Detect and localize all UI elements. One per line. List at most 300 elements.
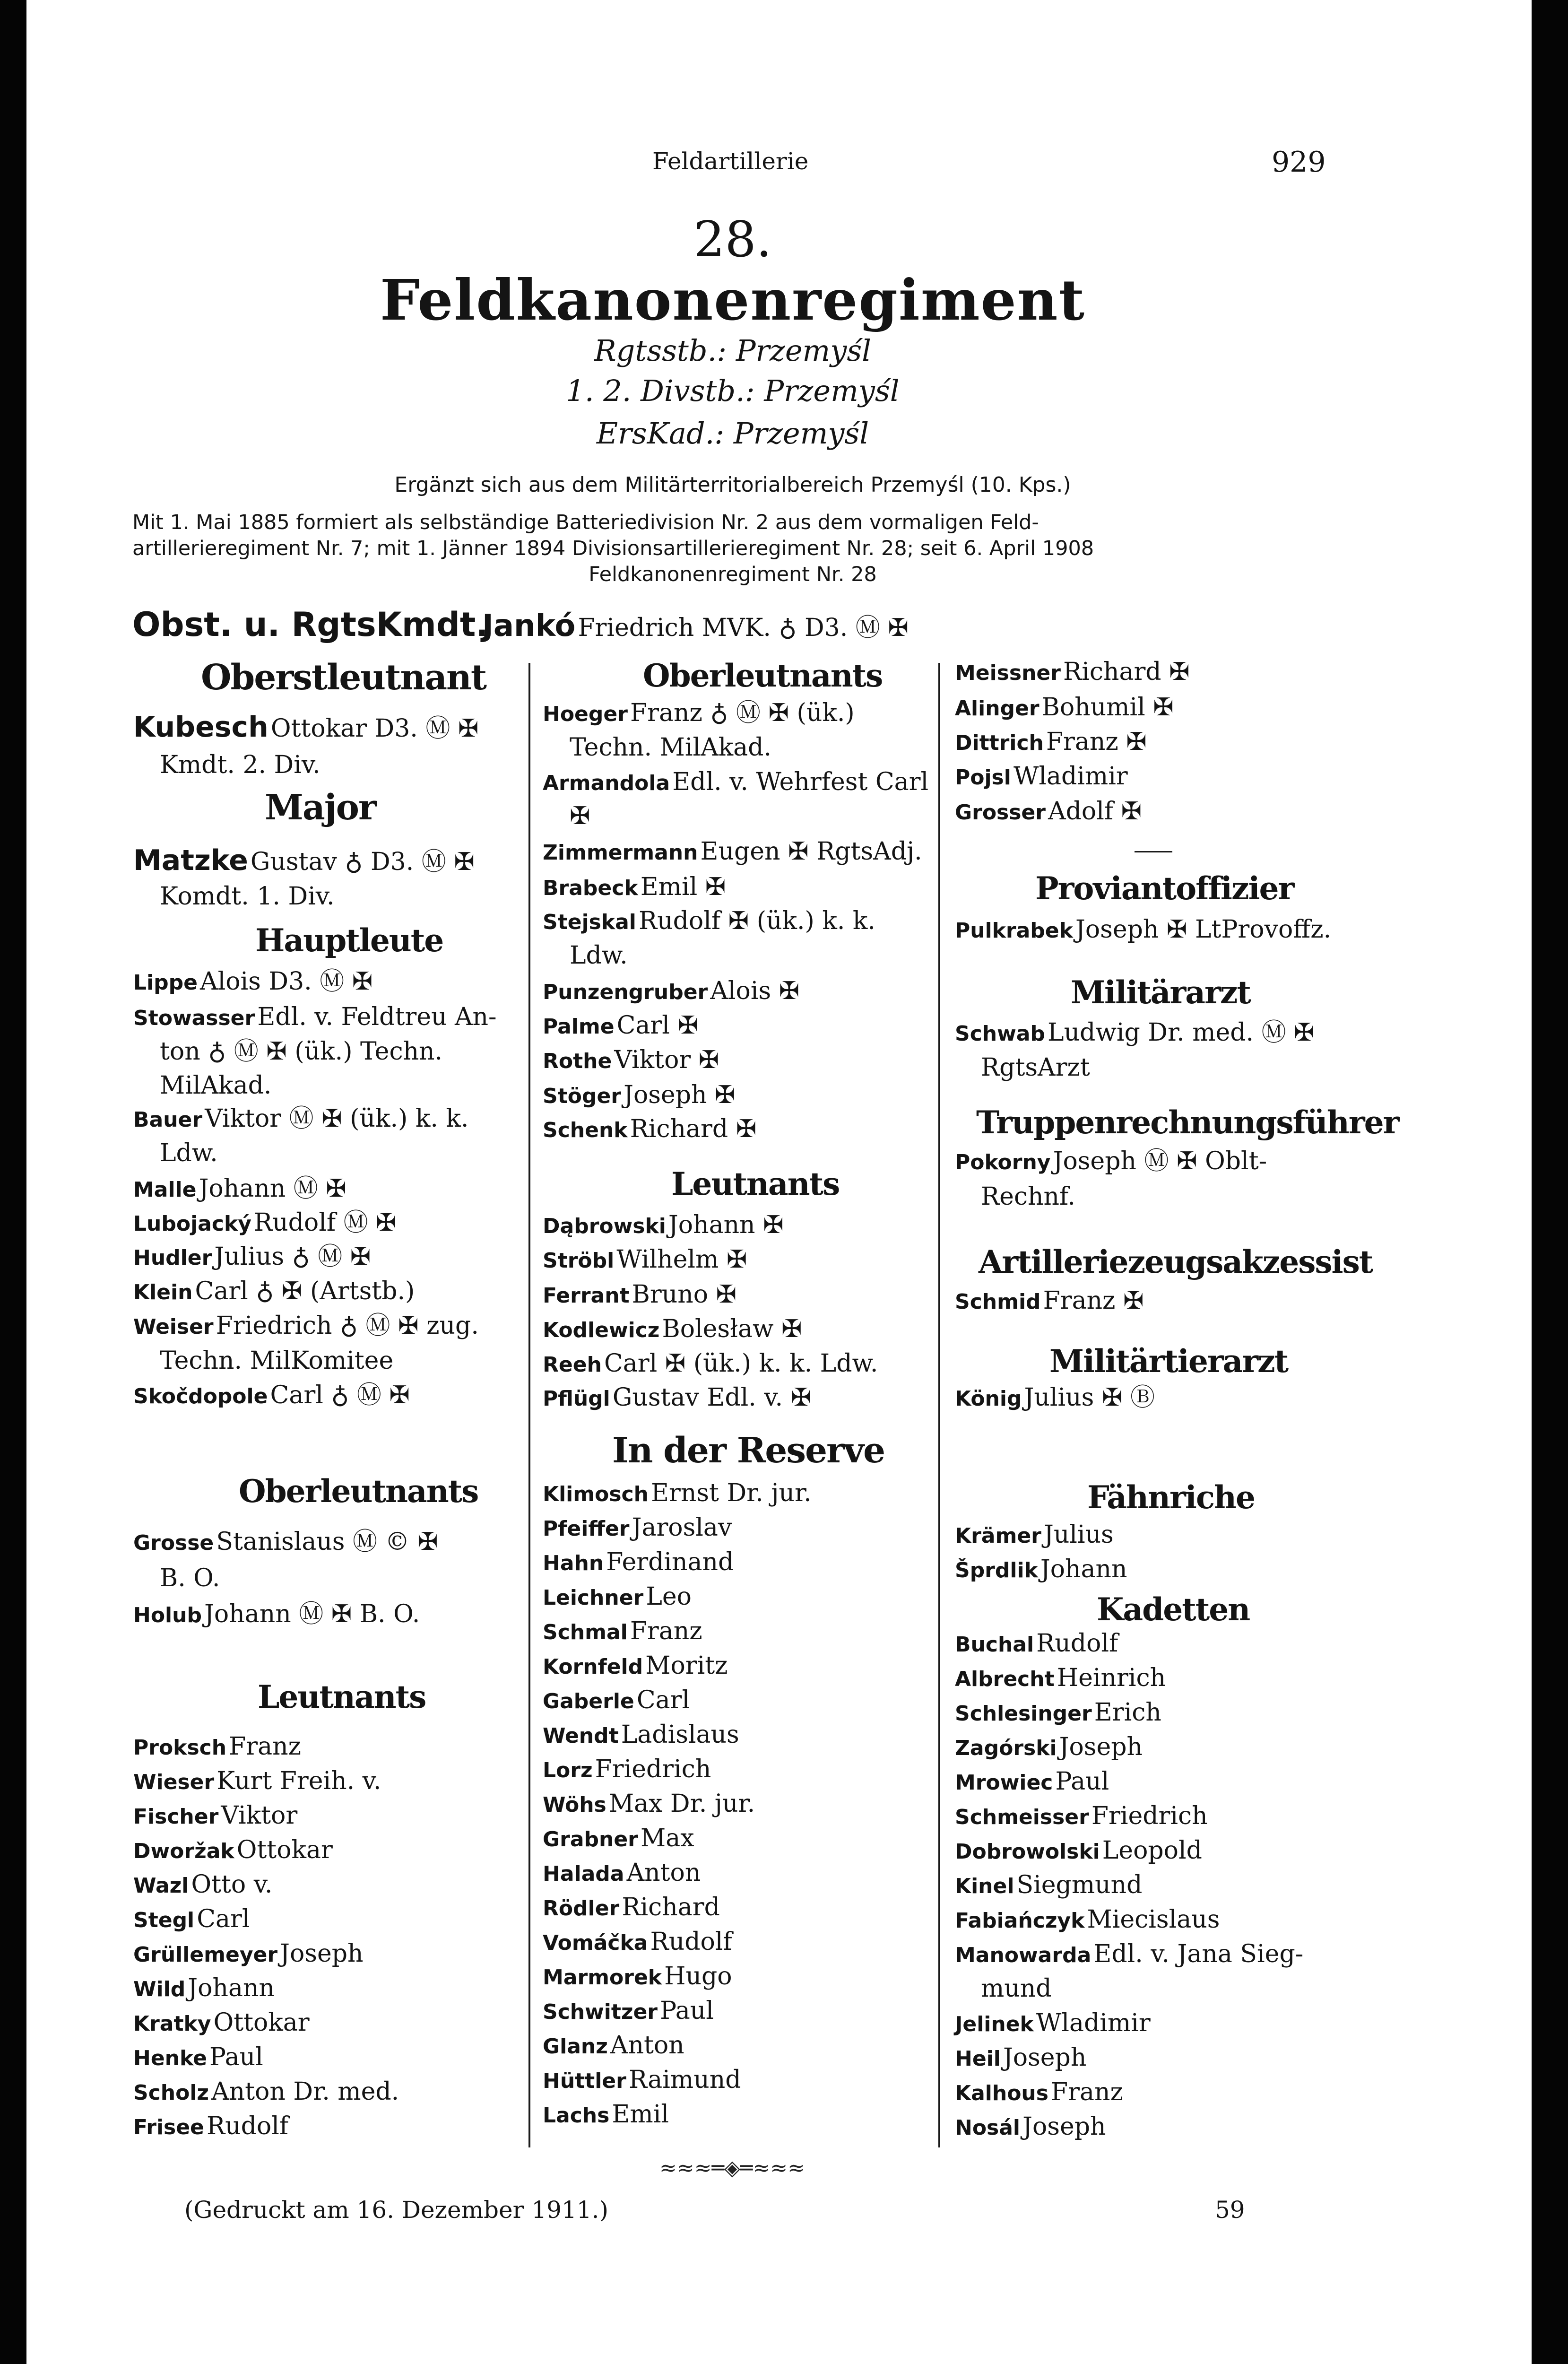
entry-name: Ströbl [543, 1249, 615, 1273]
entry-details: Heinrich [1057, 1664, 1166, 1692]
lt-11 [133, 2079, 399, 2104]
entry-name: Kornfeld [543, 1655, 643, 1679]
entry-stowasser-cont2: MilAkad. [160, 1071, 272, 1100]
entry-name: Hüttler [543, 2069, 626, 2093]
entry-sprdlik [955, 1557, 1127, 1582]
entry-name: Schlesinger [955, 1702, 1092, 1726]
entry-name: Gaberle [543, 1689, 634, 1713]
entry-hudler [133, 1244, 371, 1269]
entry-name: Kodlewicz [543, 1318, 660, 1342]
entry-lubojacky [133, 1210, 397, 1235]
entry-details: Bruno ✠ [632, 1280, 737, 1309]
entry-details: Max Dr. jur. [608, 1790, 755, 1818]
entry-details: Stanislaus Ⓜ © ✠ [216, 1528, 438, 1556]
res-19 [543, 2102, 669, 2127]
heading-militaertierarzt: Militärtierarzt [1049, 1343, 1288, 1380]
entry-name: Reeh [543, 1353, 602, 1377]
entry-details: Alois ✠ [710, 977, 800, 1005]
entry-details: Joseph Ⓜ ✠ Oblt- [1053, 1147, 1267, 1175]
entry-name: Kinel [955, 1874, 1014, 1898]
entry-name: Scholz [133, 2081, 209, 2105]
lt-8 [133, 1976, 275, 2000]
entry-details: Richard ✠ [1063, 658, 1190, 686]
res-5 [543, 1619, 702, 1643]
history-line-2: artillerieregiment Nr. 7; mit 1. Jänner 1894 Divisionsartillerieregiment Nr. 28; seit 6. April 1908 [132, 537, 1094, 560]
entry-details: Julius [1043, 1521, 1114, 1549]
entry-name: Proksch [133, 1736, 227, 1760]
entry-name: Grüllemeyer [133, 1943, 278, 1967]
heading-reserve: In der Reserve [612, 1430, 885, 1471]
entry-name: Stöger [543, 1084, 621, 1108]
entry-pojsl [955, 764, 1128, 789]
res-3 [543, 1550, 734, 1574]
entry-details: Joseph ✠ [624, 1081, 736, 1109]
entry-name: Weiser [133, 1315, 214, 1339]
entry-details: Franz ♁ Ⓜ ✠ (ük.) [630, 699, 855, 727]
entry-details: Emil [612, 2100, 669, 2129]
entry-weiser [133, 1313, 479, 1338]
lt-7 [133, 1941, 364, 1966]
entry-bauer-cont: Ldw. [160, 1139, 218, 1167]
entry-details: Friedrich [1091, 1802, 1208, 1830]
entry-schenk [543, 1117, 756, 1141]
entry-name: Šprdlik [955, 1558, 1038, 1582]
res-12 [543, 1860, 701, 1885]
entry-hoeger-cont: Techn. MilAkad. [570, 733, 771, 762]
entry-details: Julius ✠ Ⓑ [1024, 1383, 1155, 1412]
entry-reeh [543, 1351, 878, 1376]
res-2 [543, 1515, 732, 1540]
entry-details: Erich [1094, 1698, 1161, 1727]
entry-details: Ludwig Dr. med. Ⓜ ✠ [1048, 1018, 1315, 1047]
entry-name: Zagórski [955, 1736, 1057, 1760]
entry-details: Raimund [628, 2066, 741, 2094]
entry-details: Paul [660, 1997, 714, 2025]
kad-4 [955, 1735, 1143, 1759]
entry-bauer [133, 1106, 468, 1131]
entry-weiser-cont: Techn. MilKomitee [160, 1347, 394, 1375]
entry-details: Carl [197, 1905, 250, 1933]
entry-name: Fischer [133, 1805, 219, 1829]
column-rule-1 [528, 663, 530, 2147]
entry-name: Stegl [133, 1908, 195, 1932]
entry-details: Miecislaus [1087, 1905, 1220, 1934]
res-9 [543, 1757, 711, 1782]
entry-name: Matzke [133, 844, 248, 877]
regiment-title: Feldkanonenregiment [380, 267, 1085, 333]
kad-10-cont: mund [981, 1974, 1052, 2003]
entry-details: Edl. v. Feldtreu An- [257, 1003, 497, 1031]
lt-2 [133, 1769, 381, 1793]
entry-name: Kubesch [133, 711, 269, 744]
scan-border-right [1532, 0, 1568, 2364]
entry-name: Zimmermann [543, 841, 698, 865]
entry-skocdopole [133, 1383, 410, 1408]
entry-name: Schmeisser [955, 1805, 1089, 1829]
entry-details: Ottokar [236, 1836, 333, 1864]
history-line-3: Feldkanonenregiment Nr. 28 [589, 563, 877, 586]
entry-name: Pulkrabek [955, 919, 1073, 943]
heading-oberleutnants-2: Oberleutnants [643, 657, 883, 694]
res-14 [543, 1929, 732, 1954]
entry-koenig [955, 1385, 1155, 1410]
res-17 [543, 2033, 684, 2058]
commander-name: Jankó [482, 608, 576, 643]
entry-name: Bauer [133, 1108, 203, 1132]
entry-name: Hudler [133, 1246, 212, 1270]
entry-name: Skočdopole [133, 1384, 268, 1408]
entry-details: Carl ✠ [616, 1011, 699, 1040]
entry-name: Rothe [543, 1049, 612, 1073]
entry-details: Paul [1055, 1767, 1109, 1796]
entry-name: Hoeger [543, 702, 628, 726]
entry-kubesch [133, 711, 479, 744]
entry-name: Grosse [133, 1531, 214, 1555]
entry-details: Johann [1040, 1555, 1127, 1583]
entry-name: Schwitzer [543, 2000, 658, 2024]
entry-details: Jaroslav [632, 1513, 732, 1542]
entry-details: Max [640, 1824, 694, 1852]
entry-name: Krämer [955, 1524, 1041, 1548]
entry-stowasser [133, 1005, 497, 1029]
entry-name: Schmal [543, 1620, 628, 1644]
entry-holub [133, 1602, 420, 1626]
entry-details: Ernst Dr. jur. [651, 1479, 812, 1507]
entry-name: Grabner [543, 1827, 638, 1851]
entry-details: Rudolf [650, 1928, 732, 1956]
entry-name: Jelinek [955, 2012, 1034, 2036]
entry-name: Fabiańczyk [955, 1909, 1085, 1933]
entry-pokorny [955, 1149, 1267, 1173]
entry-pfluegl [543, 1385, 811, 1410]
entry-details: Franz [630, 1617, 702, 1645]
entry-details: Carl ♁ ✠ (Artstb.) [195, 1277, 415, 1305]
running-header: Feldartillerie [652, 148, 809, 175]
entry-armandola-cont: ✠ [570, 802, 590, 830]
entry-name: Manowarda [955, 1943, 1092, 1967]
lt-1 [133, 1734, 301, 1759]
entry-name: Pojsl [955, 765, 1011, 790]
entry-name: Pfeiffer [543, 1517, 630, 1541]
entry-name: Wendt [543, 1724, 619, 1748]
entry-details: Wladimir [1036, 2009, 1151, 2037]
entry-armandola [543, 770, 928, 794]
entry-name: Alinger [955, 696, 1040, 721]
res-10 [543, 1791, 755, 1816]
entry-details: Rudolf [1036, 1629, 1118, 1658]
entry-name: Nosál [955, 2116, 1021, 2140]
entry-details: Richard [622, 1893, 720, 1921]
entry-name: Leichner [543, 1586, 644, 1610]
entry-details: Gustav ♁ D3. Ⓜ ✠ [250, 848, 475, 876]
lt-10 [133, 2045, 263, 2069]
kad-10 [955, 1942, 1303, 1966]
history-line-1: Mit 1. Mai 1885 formiert als selbständige Batteriedivision Nr. 2 aus dem vormaligen Feld- [132, 511, 1039, 534]
entry-name: Klimosch [543, 1482, 649, 1506]
entry-name: Halada [543, 1862, 624, 1886]
entry-name: Kalhous [955, 2081, 1048, 2105]
heading-oberstleutnant: Oberstleutnant [201, 657, 486, 698]
entry-schwab [955, 1020, 1315, 1045]
entry-name: Frisee [133, 2115, 204, 2139]
entry-details: Siegmund [1016, 1871, 1143, 1899]
entry-name: Lubojacký [133, 1212, 251, 1236]
entry-name: Holub [133, 1603, 202, 1627]
heading-oberleutnants-1: Oberleutnants [239, 1473, 478, 1510]
entry-name: Schenk [543, 1118, 628, 1142]
entry-schwab-cont: RgtsArzt [981, 1053, 1090, 1082]
entry-details: Wladimir [1013, 762, 1128, 791]
regiment-number: 28. [693, 210, 772, 268]
entry-name: Wazl [133, 1874, 189, 1898]
footer-sheet-number: 59 [1215, 2196, 1245, 2224]
lt-9 [133, 2010, 310, 2035]
entry-details: Rudolf Ⓜ ✠ [253, 1208, 397, 1237]
entry-details: Anton Dr. med. [211, 2077, 399, 2106]
entry-schmid [955, 1288, 1144, 1313]
entry-details: Adolf ✠ [1048, 797, 1142, 826]
entry-details: Franz ✠ [1046, 728, 1147, 756]
lt-6 [133, 1907, 250, 1931]
heading-faehnriche: Fähnriche [1087, 1479, 1255, 1516]
entry-name: Lachs [543, 2103, 610, 2128]
entry-details: Otto v. [191, 1870, 273, 1899]
entry-name: Albrecht [955, 1667, 1055, 1691]
heading-hauptleute: Hauptleute [255, 922, 443, 959]
entry-rothe [543, 1048, 719, 1072]
footer-print-date: (Gedruckt am 16. Dezember 1911.) [184, 2196, 609, 2224]
column-rule-2 [938, 663, 940, 2147]
entry-name: Marmorek [543, 1965, 662, 1990]
entry-details: Leopold [1102, 1836, 1202, 1865]
entry-details: Edl. v. Jana Sieg- [1093, 1940, 1304, 1968]
res-16 [543, 1999, 714, 2023]
entry-details: Viktor ✠ [614, 1046, 719, 1074]
entry-details: Joseph [280, 1939, 364, 1968]
entry-details: Ottokar D3. Ⓜ ✠ [270, 714, 479, 743]
res-7 [543, 1688, 690, 1712]
entry-alinger [955, 695, 1174, 720]
entry-dittrich [955, 730, 1147, 754]
entry-stoeger [543, 1083, 736, 1107]
entry-details: Joseph ✠ LtProvoffz. [1075, 915, 1332, 944]
res-18 [543, 2068, 741, 2092]
heading-leutnants-1: Leutnants [258, 1678, 426, 1715]
heading-kadetten: Kadetten [1097, 1591, 1250, 1628]
entry-name: Palme [543, 1015, 615, 1039]
entry-stejskal [543, 909, 875, 933]
entry-details: Eugen ✠ RgtsAdj. [700, 837, 922, 866]
entry-zimmermann [543, 839, 922, 864]
res-15 [543, 1964, 732, 1989]
entry-name: Dobrowolski [955, 1840, 1100, 1864]
entry-details: Franz [1051, 2078, 1123, 2106]
entry-name: Armandola [543, 771, 670, 795]
kad-1 [955, 1631, 1118, 1656]
entry-name: Rödler [543, 1896, 620, 1921]
entry-details: Carl ♁ Ⓜ ✠ [270, 1381, 410, 1409]
entry-details: Gustav Edl. v. ✠ [612, 1383, 812, 1412]
entry-details: Friedrich [595, 1755, 711, 1783]
kad-3 [955, 1700, 1161, 1725]
kad-2 [955, 1666, 1166, 1690]
res-11 [543, 1826, 694, 1851]
lt-12 [133, 2114, 288, 2138]
res-6 [543, 1653, 728, 1678]
entry-name: Schmid [955, 1290, 1041, 1314]
entry-details: Carl [636, 1686, 690, 1714]
entry-name: Stowasser [133, 1006, 255, 1030]
entry-details: Viktor Ⓜ ✠ (ük.) k. k. [205, 1104, 469, 1133]
entry-name: Punzengruber [543, 980, 708, 1004]
entry-meissner [955, 660, 1190, 684]
entry-palme [543, 1013, 698, 1038]
res-1 [543, 1481, 812, 1505]
entry-details: Rudolf ✠ (ük.) k. k. [638, 907, 875, 935]
entry-name: Mrowiec [955, 1771, 1053, 1795]
entry-kubesch-cont: Kmdt. 2. Div. [160, 751, 321, 779]
entry-name: Henke [133, 2046, 207, 2070]
short-divider [1135, 851, 1172, 852]
kad-7 [955, 1838, 1202, 1863]
entry-name: König [955, 1387, 1022, 1411]
entry-details: Richard ✠ [630, 1115, 757, 1143]
entry-name: Glanz [543, 2034, 608, 2059]
kad-14 [955, 2114, 1106, 2139]
res-13 [543, 1895, 720, 1920]
entry-details: Ottokar [213, 2008, 310, 2037]
entry-name: Buchal [955, 1633, 1034, 1657]
entry-details: Joseph [1022, 2112, 1106, 2141]
supplement-area: Ergänzt sich aus dem Militärterritorialbereich Przemyśl (10. Kps.) [394, 473, 1071, 497]
entry-name: Wöhs [543, 1793, 606, 1817]
entry-malle [133, 1176, 347, 1201]
entry-name: Schwab [955, 1022, 1045, 1046]
entry-stroebl [543, 1247, 747, 1272]
heading-militaerarzt: Militärarzt [1071, 974, 1250, 1011]
commander-label: Obst. u. RgtsKmdt. [132, 605, 488, 644]
entry-name: Ferrant [543, 1284, 630, 1308]
entry-details: Viktor [221, 1801, 298, 1830]
commander-details: Friedrich MVK. ♁ D3. Ⓜ ✠ [578, 614, 909, 642]
heading-artilleriezeugsakzessist: Artilleriezeugsakzessist [979, 1243, 1373, 1280]
entry-grosse [133, 1530, 438, 1554]
commander-entry [482, 608, 909, 643]
res-4 [543, 1584, 692, 1609]
entry-grosse-cont: B. O. [160, 1564, 220, 1592]
entry-name: Meissner [955, 661, 1061, 685]
entry-ferrant [543, 1282, 736, 1307]
entry-details: Edl. v. Wehrfest Carl [672, 768, 929, 796]
entry-details: Friedrich ♁ Ⓜ ✠ zug. [216, 1312, 479, 1340]
entry-brabeck [543, 875, 726, 899]
entry-grosser [955, 799, 1142, 824]
entry-details: Hugo [664, 1962, 732, 1990]
entry-name: Vomáčka [543, 1931, 648, 1955]
lt-5 [133, 1872, 272, 1897]
kad-5 [955, 1769, 1109, 1794]
lt-4 [133, 1838, 333, 1862]
entry-dabrowski [543, 1213, 784, 1237]
entry-klein [133, 1279, 415, 1304]
entry-hoeger [543, 701, 855, 725]
entry-name: Grosser [955, 800, 1046, 825]
entry-stejskal-cont: Ldw. [570, 941, 628, 970]
entry-details: Bohumil ✠ [1041, 693, 1174, 721]
entry-details: Julius ♁ Ⓜ ✠ [214, 1243, 371, 1271]
seat-erskad: ErsKad.: Przemyśl [596, 416, 869, 451]
entry-details: Johann [188, 1974, 275, 2002]
entry-kodlewicz [543, 1317, 802, 1341]
entry-name: Stejskal [543, 910, 636, 934]
entry-details: Joseph [1059, 1733, 1143, 1761]
entry-details: Ferdinand [606, 1548, 734, 1576]
entry-stowasser-cont: ton ♁ Ⓜ ✠ (ük.) Techn. [160, 1037, 443, 1066]
entry-name: Dittrich [955, 731, 1044, 755]
entry-details: Anton [610, 2031, 684, 2060]
ornament-divider: ≈≈≈═◈═≈≈≈ [659, 2156, 806, 2180]
entry-punzengruber [543, 979, 799, 1003]
heading-major: Major [265, 787, 376, 828]
kad-8 [955, 1873, 1142, 1897]
entry-name: Dworžak [133, 1839, 234, 1863]
entry-lippe [133, 969, 373, 994]
entry-matzke [133, 846, 475, 875]
entry-name: Malle [133, 1178, 197, 1202]
lt-3 [133, 1803, 297, 1828]
entry-details: Johann Ⓜ ✠ B. O. [204, 1600, 420, 1628]
entry-kraemer [955, 1522, 1114, 1547]
kad-13 [955, 2080, 1123, 2104]
heading-truppenrechnungsfuehrer: Truppenrechnungsführer [976, 1104, 1399, 1141]
entry-name: Wieser [133, 1770, 215, 1794]
entry-name: Lippe [133, 971, 198, 995]
entry-name: Pokorny [955, 1150, 1051, 1174]
seat-divstb: 1. 2. Divstb.: Przemyśl [566, 374, 900, 408]
entry-name: Kratky [133, 2012, 211, 2036]
kad-12 [955, 2045, 1086, 2070]
entry-details: Bolesław ✠ [662, 1315, 802, 1343]
entry-details: Rudolf [207, 2112, 289, 2140]
entry-details: Franz [229, 1732, 301, 1761]
entry-pulkrabek [955, 917, 1331, 942]
kad-9 [955, 1907, 1220, 1932]
entry-details: Leo [646, 1582, 692, 1611]
entry-name: Lorz [543, 1758, 593, 1782]
entry-matzke-cont: Komdt. 1. Div. [160, 882, 335, 911]
page-number: 929 [1272, 146, 1326, 179]
entry-details: Emil ✠ [640, 873, 726, 901]
entry-details: Franz ✠ [1043, 1286, 1144, 1315]
kad-11 [955, 2011, 1151, 2035]
heading-leutnants-2: Leutnants [671, 1165, 840, 1202]
entry-details: Johann ✠ [668, 1211, 784, 1239]
entry-details: Anton [626, 1859, 701, 1887]
entry-details: Moritz [645, 1651, 728, 1680]
entry-name: Dąbrowski [543, 1214, 666, 1238]
entry-details: Joseph [1003, 2043, 1087, 2072]
entry-name: Hahn [543, 1551, 604, 1575]
entry-details: Johann Ⓜ ✠ [199, 1174, 347, 1203]
entry-details: Kurt Freih. v. [217, 1767, 381, 1795]
seat-rgtsstb: Rgtsstb.: Przemyśl [594, 333, 871, 368]
scan-border-left [0, 0, 26, 2364]
entry-name: Wild [133, 1977, 186, 2001]
entry-details: Carl ✠ (ük.) k. k. Ldw. [604, 1349, 878, 1378]
entry-pokorny-cont: Rechnf. [981, 1182, 1075, 1211]
entry-details: Wilhelm ✠ [616, 1245, 747, 1274]
entry-details: Ladislaus [621, 1721, 739, 1749]
